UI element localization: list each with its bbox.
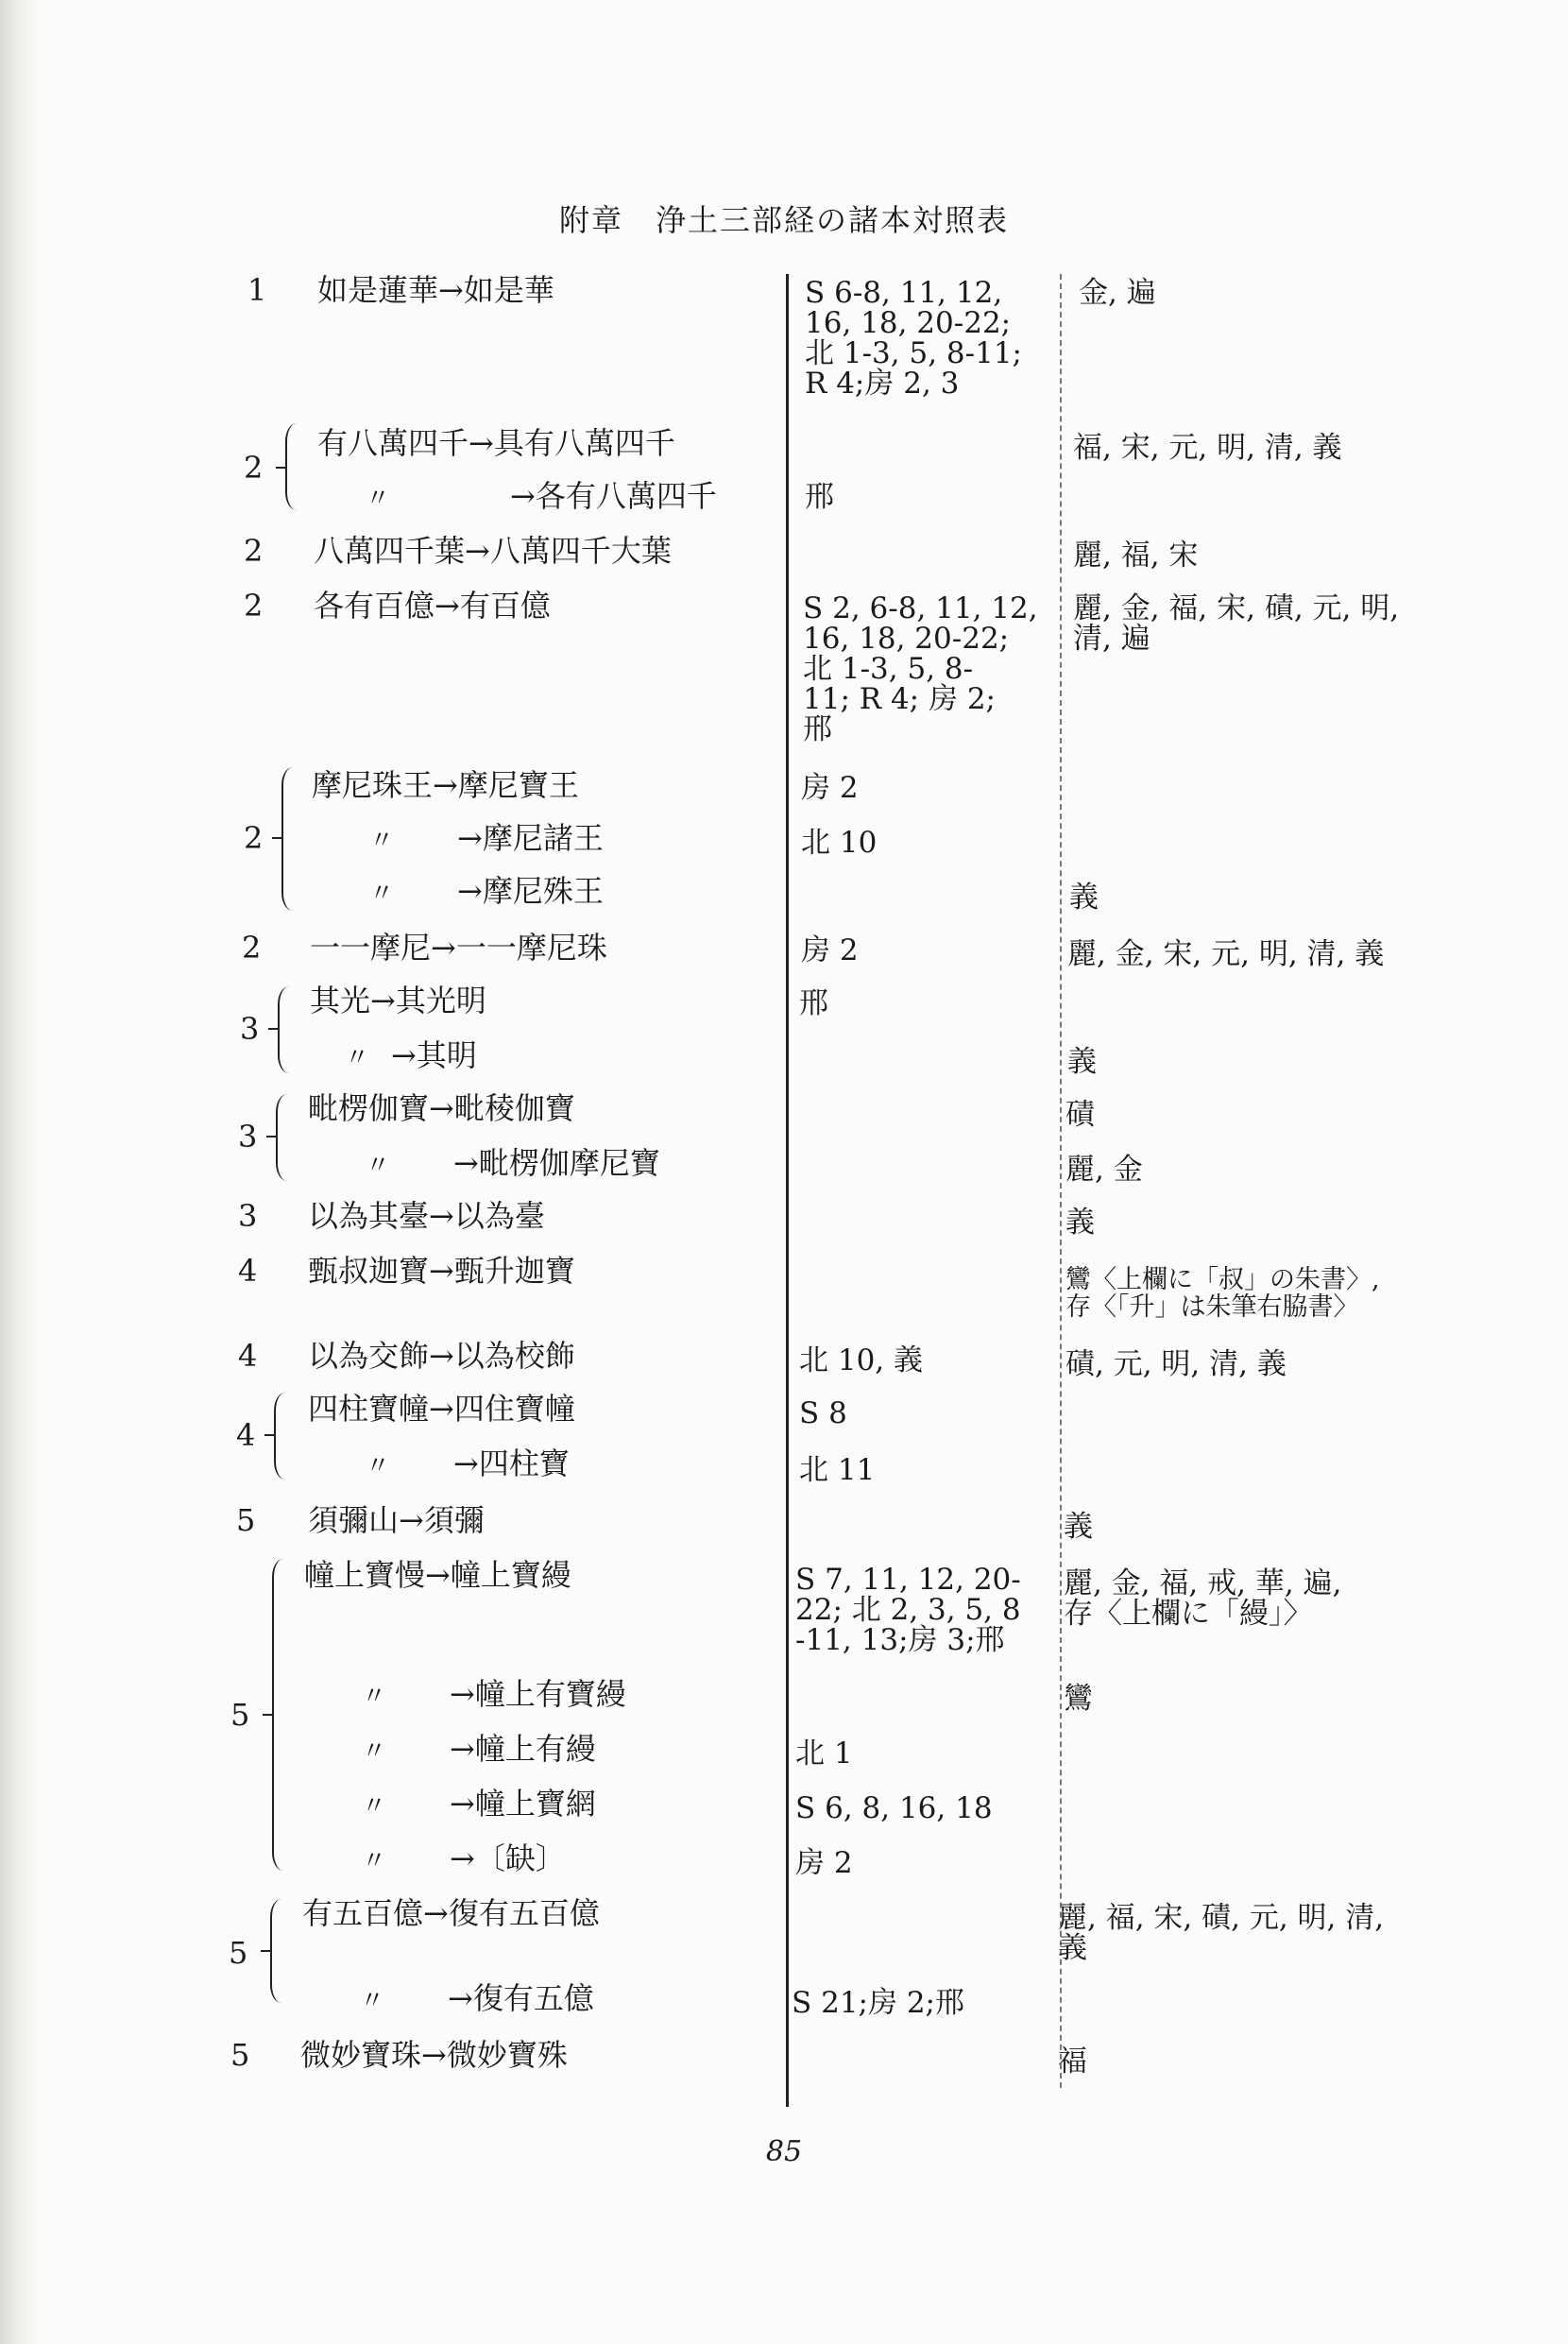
variant-text [346,1678,626,1713]
brace [274,1393,285,1480]
edition-list: 義 [1067,1045,1097,1079]
ditto-mark: 〃 [365,485,390,513]
source-list: 房 2 [801,771,859,805]
column-divider-solid [786,274,789,2107]
group-line-number: 3 [240,1011,260,1047]
variant-text-value: →毗楞伽摩尼寶 [453,1145,660,1181]
variant-text: 幢上寶慢→幢上寶縵 [304,1557,571,1593]
edition-list: 鸞 [1064,1682,1093,1716]
variant-text: 各有百億→有百億 [314,588,551,624]
source-list: 北 11 [799,1453,876,1487]
ditto-mark: 〃 [365,1152,390,1180]
edition-list: 麗, 金 [1065,1153,1143,1187]
variant-text [353,875,604,910]
line-number: 5 [230,2037,250,2073]
brace-point [266,1136,276,1138]
variant-text: 其光→其光明 [310,983,486,1018]
variant-text: 以為其臺→以為臺 [308,1198,545,1234]
line-number: 4 [238,1338,258,1374]
column-divider-dashed [1060,274,1062,2088]
variant-text: 有八萬四千→具有八萬四千 [317,425,675,461]
ditto-mark: 〃 [359,1987,384,2015]
variant-text-value: →摩尼諸王 [457,820,604,856]
source-list: 北 10 [801,826,878,860]
variant-text: 四柱寶幢→四住寶幢 [308,1391,575,1427]
brace-point [264,1434,274,1436]
group-line-number: 3 [238,1119,258,1155]
variant-text [346,1733,596,1768]
source-list: 房 2 [801,933,859,967]
line-number: 2 [244,588,264,624]
variant-text-value: →幢上寶網 [450,1786,596,1822]
group-line-number: 2 [244,450,264,486]
edition-list: 義 [1065,1206,1095,1240]
variant-text: 八萬四千葉→八萬四千大葉 [314,533,672,569]
group-line-number: 4 [236,1417,256,1453]
source-list: S 2, 6-8, 11, 12, 16, 18, 20-22; 北 1-3, 5, 8- 11; R 4; 房 2; 邢 [803,591,1038,746]
source-list: S 6-8, 11, 12, 16, 18, 20-22; 北 1-3, 5, 8-11; R 4;房 2, 3 [805,276,1023,401]
group-line-number: 2 [244,820,264,856]
variant-text: 摩尼珠王→摩尼寶王 [312,767,579,803]
brace [270,1899,281,2003]
edition-list: 義 [1064,1510,1093,1544]
source-list: 房 2 [795,1846,853,1880]
line-number: 1 [247,272,267,308]
ditto-mark: 〃 [361,1847,386,1875]
source-list: 邢 [799,986,828,1020]
line-number: 3 [238,1198,258,1234]
brace [278,986,289,1073]
source-list: S 21;房 2;邢 [792,1986,965,2020]
edition-list: 麗, 福, 宋, 磧, 元, 明, 清, 義 [1058,1901,1385,1965]
variant-text-value: →幢上有縵 [450,1731,596,1767]
variant-text: 如是蓮華→如是華 [317,272,554,308]
group-line-number: 5 [229,1935,248,1971]
source-list: S 6, 8, 16, 18 [795,1791,993,1825]
edition-list: 麗, 福, 宋 [1073,539,1199,573]
ditto-mark: 〃 [361,1792,386,1821]
variant-text-value: →各有八萬四千 [510,478,717,514]
brace-point [276,467,285,469]
variant-text [349,480,717,515]
variant-text-value: →復有五億 [448,1980,594,2016]
edition-list: 麗, 金, 福, 戒, 華, 遍, 存〈上欄に「縵」〉 [1064,1566,1342,1631]
ditto-mark: 〃 [361,1737,386,1766]
source-list: 邢 [805,480,834,514]
brace [272,1559,283,1871]
variant-text-value: →四柱寶 [453,1446,570,1481]
edition-list: 磧, 元, 明, 清, 義 [1065,1347,1287,1381]
group-line-number: 5 [230,1697,250,1733]
edition-list: 金, 遍 [1079,276,1156,310]
edition-list: 福 [1058,2045,1087,2079]
brace-point [268,1028,278,1030]
page-number: 85 [765,2135,803,2168]
variant-text: 以為交飾→以為校飾 [308,1338,575,1374]
source-list: 北 10, 義 [799,1343,924,1377]
edition-list: 麗, 金, 宋, 元, 明, 清, 義 [1067,937,1385,971]
brace-point [263,1714,272,1716]
variant-text [349,1147,660,1182]
variant-text-value: →幢上有寶縵 [450,1676,626,1712]
source-list: S 7, 11, 12, 20- 22; 北 2, 3, 5, 8 -11, 13;房 3;邢 [795,1563,1021,1657]
edition-list: 磧 [1065,1098,1095,1132]
edition-list: 福, 宋, 元, 明, 清, 義 [1073,431,1342,465]
variant-text [353,822,604,857]
variant-text [346,1788,596,1822]
brace [281,767,293,911]
edition-list: 鸞〈上欄に「叔」の朱書〉, 存〈「升」は朱筆右脇書〉 [1065,1265,1380,1322]
variant-text [346,1842,566,1877]
edition-list: 義 [1069,881,1099,915]
line-number: 4 [238,1253,258,1289]
ditto-mark: 〃 [365,1452,390,1480]
scan-edge [0,0,38,2344]
variant-text: 須彌山→須彌 [308,1502,485,1538]
variant-text: 有五百億→復有五百億 [302,1895,600,1931]
brace-point [261,1950,270,1952]
variant-text-value: →摩尼殊王 [457,873,604,909]
variant-text: 毗楞伽寶→毗稜伽寶 [308,1090,575,1126]
variant-text: 微妙寶珠→微妙寶殊 [300,2037,568,2073]
edition-list: 麗, 金, 福, 宋, 磧, 元, 明, 清, 遍 [1073,591,1400,656]
brace-point [272,837,281,839]
ditto-mark: 〃 [344,1044,369,1072]
line-number: 5 [236,1502,256,1538]
brace [276,1094,287,1181]
line-number: 2 [242,930,262,966]
variant-text [344,1982,594,2017]
ditto-mark: 〃 [361,1683,386,1711]
variant-text-value: →〔缺〕 [450,1840,566,1876]
variant-text [349,1447,570,1482]
source-list: S 8 [799,1396,847,1430]
brace [285,423,297,510]
ditto-mark: 〃 [368,827,394,855]
source-list: 北 1 [795,1737,853,1771]
line-number: 2 [244,533,264,569]
variant-text [329,1039,477,1074]
variant-text: 一一摩尼→一一摩尼珠 [310,930,607,966]
ditto-mark: 〃 [368,880,394,908]
page-title: 附章 浄土三部経の諸本対照表 [558,202,1009,238]
variant-text-value: →其明 [391,1037,477,1073]
variant-text: 甄叔迦寶→甄升迦寶 [308,1253,575,1289]
